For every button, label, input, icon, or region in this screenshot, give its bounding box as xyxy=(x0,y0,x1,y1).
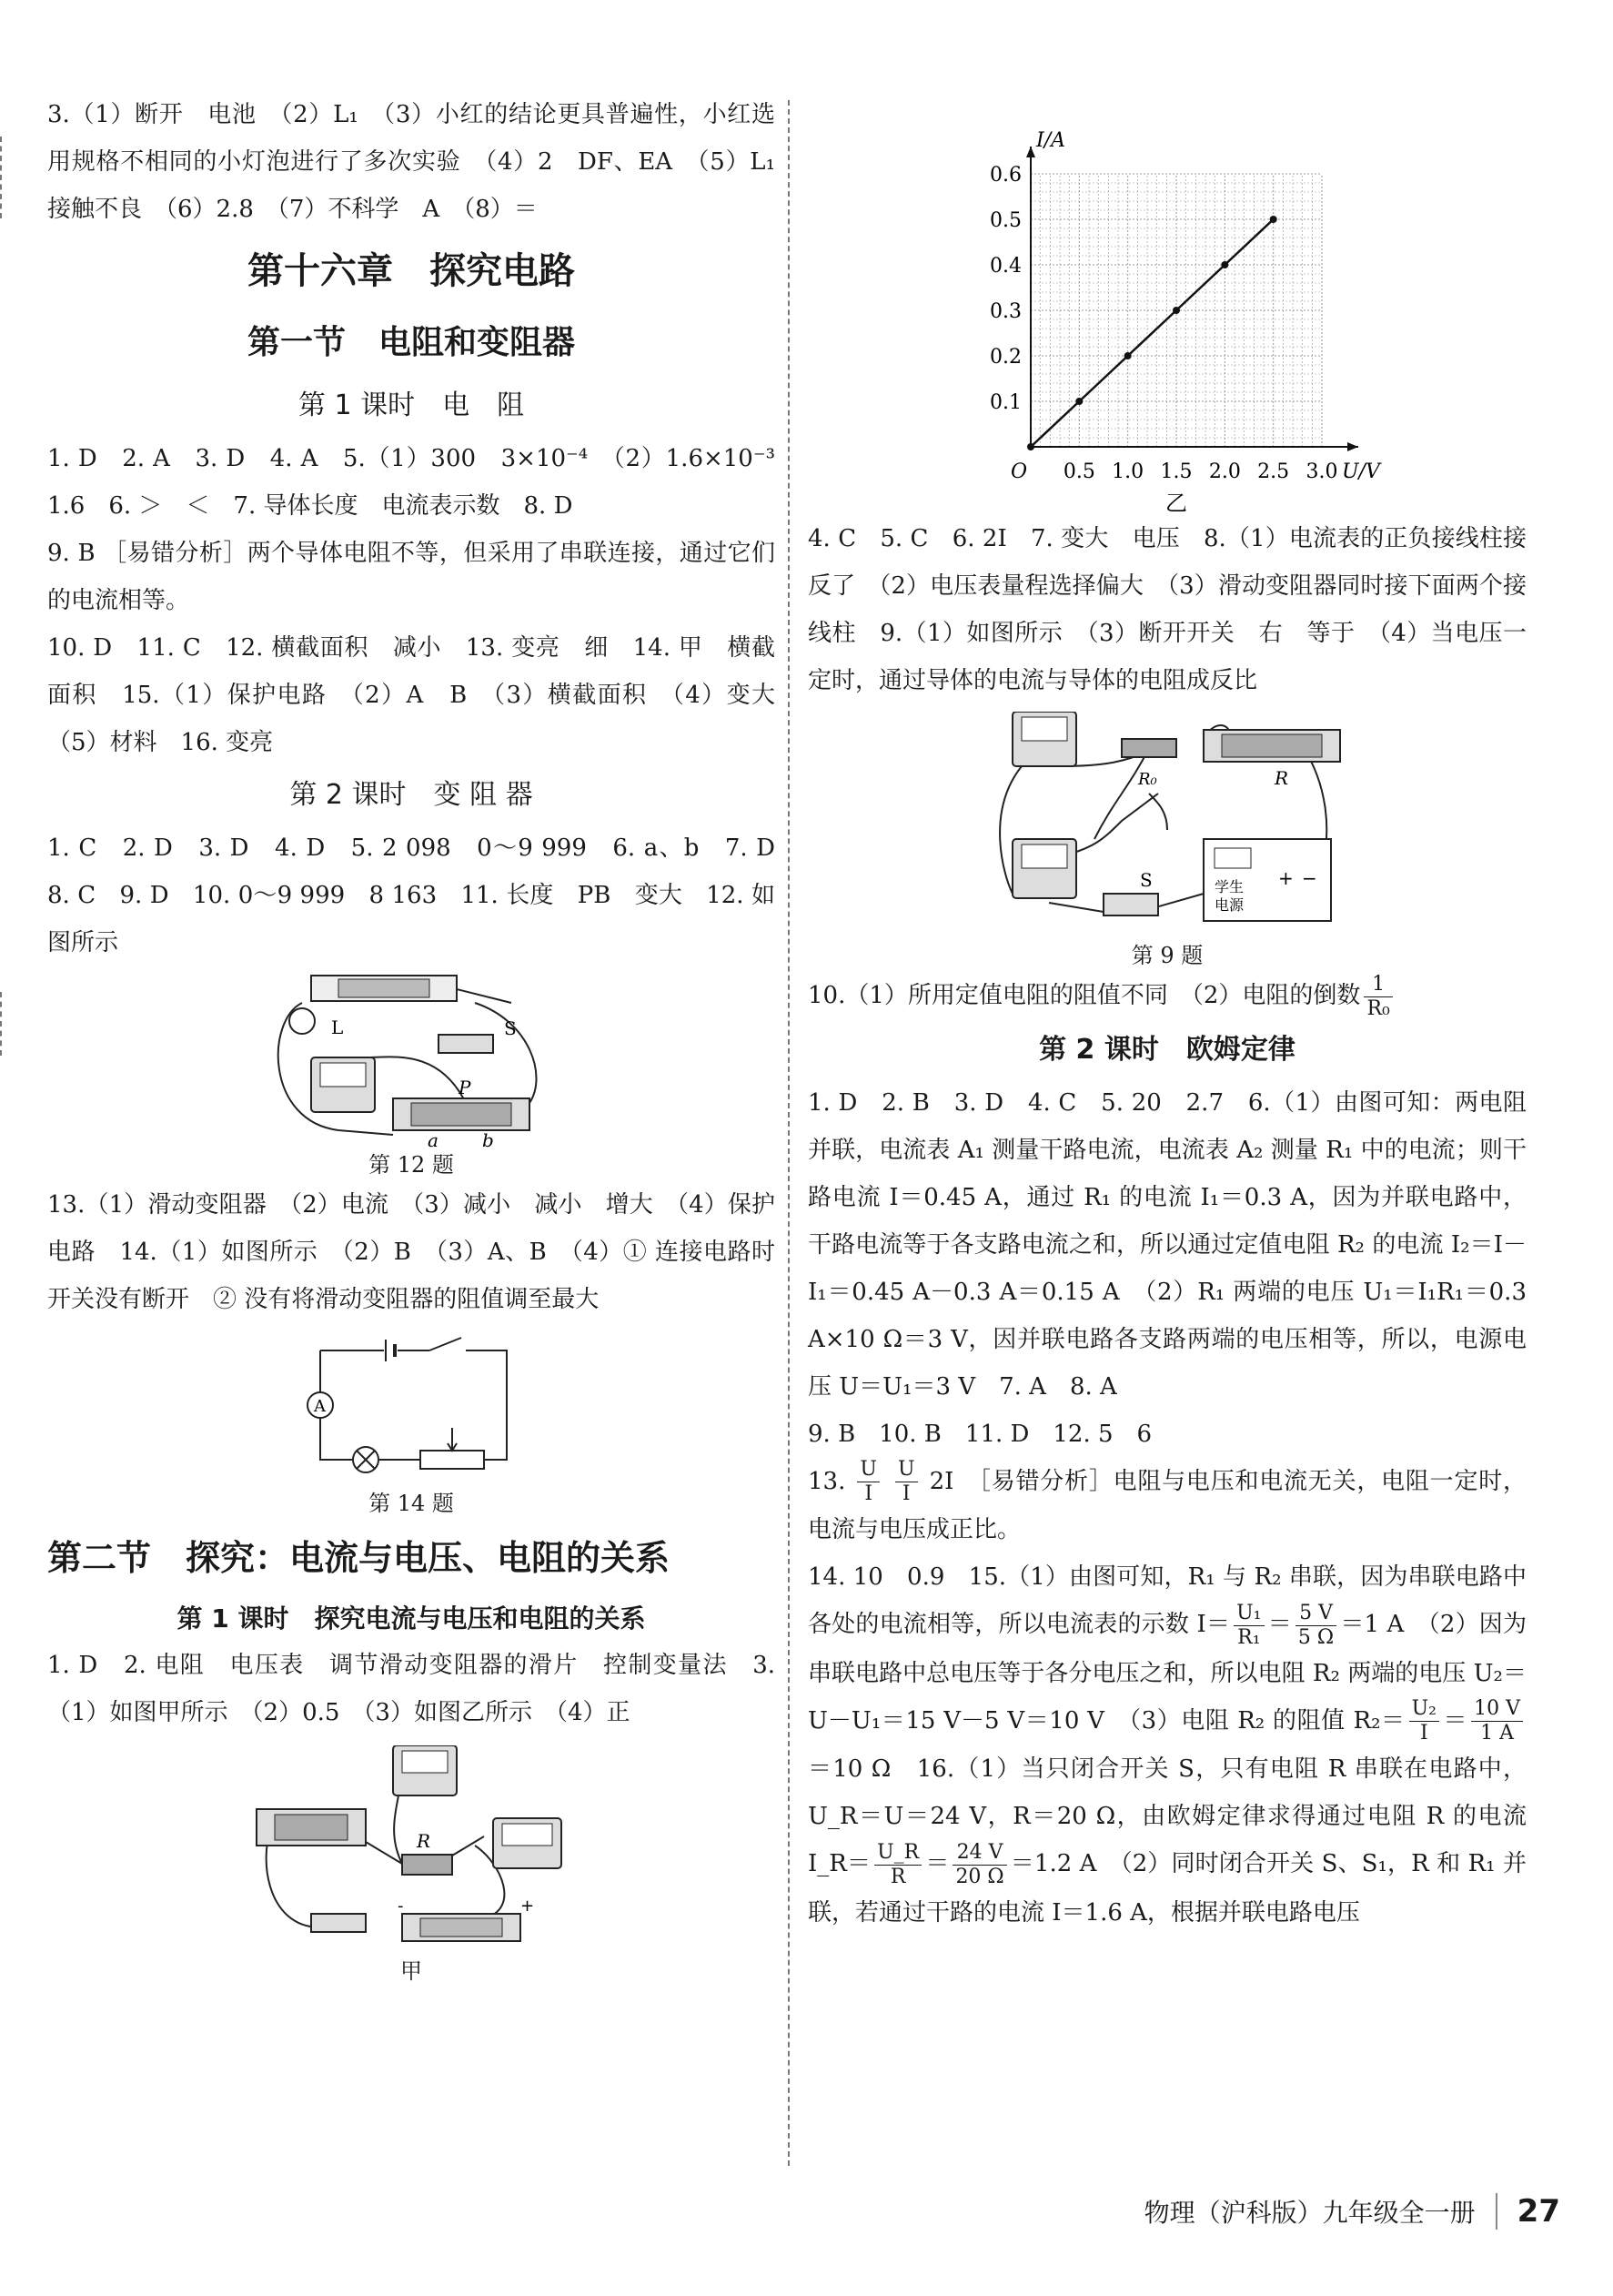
numerator: 5 V xyxy=(1295,1602,1336,1626)
answer-paragraph: 13.（1）滑动变阻器 （2）电流 （3）减小 减小 增大 （4）保护电路 14.（1）如图所示 （2）B （3）A、B （4）① 连接电路时开关没有断开 ② 没有将滑动变阻器的阻值调至最大 xyxy=(47,1191,775,1313)
origin-label: O xyxy=(1011,460,1028,483)
answer-text: ＝10 Ω 16.（1）当只闭合开关 S，只有电阻 R 串联在电路中，U_R＝U＝24 V，R＝20 Ω，由欧姆定律求得通过电阻 R 的电流 I_R＝ xyxy=(808,1755,1527,1877)
battery-terminal: - xyxy=(398,1896,404,1916)
denominator: I xyxy=(902,1482,911,1505)
answer-text: ＝1.2 A （2）同时闭合开关 S、S₁，R 和 R₁ 并联，若通过干路的电流 I＝1.6 A，根据并联电路电压 xyxy=(808,1850,1527,1927)
lesson-title: 第 1 课时 电 阻 xyxy=(297,389,525,421)
x-tick-label: 1.0 xyxy=(1112,460,1144,483)
x-axis-arrow-icon xyxy=(1347,442,1358,451)
data-point xyxy=(1075,398,1083,405)
lesson-title: 第 2 课时 欧姆定律 xyxy=(1039,1033,1295,1066)
fraction xyxy=(1295,1602,1336,1650)
fig9-label: R xyxy=(1275,767,1289,789)
y-tick-label: 0.2 xyxy=(990,346,1022,369)
figure-12-circuit xyxy=(257,966,566,1148)
fig12-label: S xyxy=(504,1017,517,1039)
answer-paragraph xyxy=(808,972,1527,1021)
answer-text: ＝1 A （2）因为串联电路中总电压等于各分电压之和，所以电阻 R₂ 两端的电压 U₂＝U－U₁＝15 V－5 V＝10 V （3）电阻 R₂ 的阻值 R₂＝ xyxy=(808,1611,1527,1735)
figure-caption: 第 9 题 xyxy=(1131,943,1204,968)
denominator: 20 Ω xyxy=(955,1865,1004,1888)
data-line xyxy=(1031,219,1274,447)
denominator: R₀ xyxy=(1366,996,1390,1020)
fraction xyxy=(953,1841,1006,1889)
chart-sublabel: 乙 xyxy=(1165,491,1187,515)
y-tick-label: 0.6 xyxy=(990,164,1022,187)
numerator: U₂ xyxy=(1409,1697,1439,1722)
answer-text: 13. xyxy=(808,1467,846,1495)
answer-text: 2I ［易错分析］电阻与电压和电流无关，电阻一定时，电流与电压成正比。 xyxy=(808,1467,1527,1543)
fraction xyxy=(857,1458,880,1506)
denominator: R₁ xyxy=(1237,1625,1261,1649)
section-title: 第二节 探究：电流与电压、电阻的关系 xyxy=(47,1538,670,1578)
fraction xyxy=(895,1458,918,1506)
fig9-label: 学生 xyxy=(1215,878,1245,895)
page-number: 27 xyxy=(1496,2193,1560,2230)
data-point xyxy=(1124,352,1132,359)
y-axis-arrow-icon xyxy=(1026,147,1035,157)
fig9-label: 电源 xyxy=(1215,896,1245,914)
denominator: I xyxy=(864,1482,873,1505)
fig9-label: S xyxy=(1140,869,1153,891)
x-tick-label: 3.0 xyxy=(1306,460,1338,483)
denominator: 5 Ω xyxy=(1297,1625,1335,1649)
data-point xyxy=(1270,216,1277,223)
lesson-title: 第 2 课时 变 阻 器 xyxy=(289,779,533,811)
column-divider xyxy=(788,100,790,2166)
y-tick-label: 0.3 xyxy=(990,300,1022,323)
resistor-label: R xyxy=(417,1830,431,1852)
fig12-label: L xyxy=(331,1017,344,1038)
fraction xyxy=(1471,1697,1523,1745)
numerator: U₁ xyxy=(1234,1602,1264,1626)
y-axis-label: I/A xyxy=(1036,129,1065,152)
answer-paragraph: 9. B ［易错分析］两个导体电阻不等，但采用了串联连接，通过它们的电流相等。 xyxy=(47,540,775,614)
denominator: R xyxy=(890,1865,906,1888)
left-column xyxy=(47,91,800,1988)
chapter-title: 第十六章 探究电路 xyxy=(247,250,575,292)
fig12-label: a xyxy=(428,1129,439,1148)
figure-jia-circuit xyxy=(247,1745,575,1955)
answer-text: 14. 10 0.9 15.（1）由图可知，R₁ 与 R₂ 串联，因为串联电路中各处的电流相等，所以电流表的示数 I＝ xyxy=(808,1563,1527,1638)
answer-paragraph: 1. D 2. 电阻 电压表 调节滑动变阻器的滑片 控制变量法 3.（1）如图甲所示 （2）0.5 （3）如图乙所示 （4）正 xyxy=(47,1652,775,1726)
answer-paragraph: 4. C 5. C 6. 2I 7. 变大 电压 8.（1）电流表的正负接线柱接反了 （2）电压表量程选择偏大 （3）滑动变阻器同时接下面两个接线柱 9.（1）如图所示 （3）断开开关 右 等于 （4）当电压一定时，通过导体的电流与导体的电阻成反比 xyxy=(808,525,1527,694)
y-tick-label: 0.5 xyxy=(990,209,1022,232)
figure-3-chart xyxy=(931,87,1404,515)
answer-text: ＝ xyxy=(925,1850,950,1877)
y-tick-label: 0.4 xyxy=(990,255,1022,278)
data-point xyxy=(1173,307,1180,314)
margin-mark xyxy=(0,992,2,1056)
answer-text: 10.（1）所用定值电阻的阻值不同 （2）电阻的倒数 xyxy=(808,982,1361,1009)
figure-caption: 甲 xyxy=(400,1958,422,1984)
numerator: U xyxy=(857,1458,880,1482)
fig9-label: R₀ xyxy=(1138,770,1157,789)
figure-caption: 第 14 题 xyxy=(368,1491,454,1516)
answer-paragraph: 9. B 10. B 11. D 12. 5 6 xyxy=(808,1420,1153,1448)
numerator: 10 V xyxy=(1471,1697,1523,1722)
y-tick-label: 0.1 xyxy=(990,391,1022,414)
answer-paragraph: 1. D 2. A 3. D 4. A 5.（1）300 3×10⁻⁴ （2）1.6×10⁻³ 1.6 6. ＞ ＜ 7. 导体长度 电流表示数 8. D xyxy=(47,445,800,520)
data-point xyxy=(1221,261,1228,268)
answer-text: ＝ xyxy=(1443,1706,1468,1735)
numerator: U xyxy=(895,1458,918,1482)
figure-9-circuit xyxy=(985,712,1349,939)
right-column xyxy=(808,87,1527,1937)
ammeter-label: A xyxy=(314,1397,326,1416)
denominator: I xyxy=(1419,1722,1428,1745)
fraction xyxy=(874,1841,922,1889)
fraction xyxy=(1409,1697,1439,1745)
fig12-label: P xyxy=(459,1077,471,1098)
page-footer xyxy=(1144,2193,1560,2230)
bulb-icon xyxy=(289,1008,315,1034)
fig12-label: b xyxy=(482,1129,494,1148)
answer-paragraph: 10. D 11. C 12. 横截面积 减小 13. 变亮 细 14. 甲 横截面积 15.（1）保护电路 （2）A B （3）横截面积 （4）变大 （5）材料 16. 变亮 xyxy=(47,634,800,756)
battery-terminal: + xyxy=(520,1896,535,1916)
fig9-label: − xyxy=(1302,867,1317,889)
figure-14-circuit xyxy=(284,1332,539,1487)
x-tick-label: 2.0 xyxy=(1208,460,1241,483)
numerator: 24 V xyxy=(953,1841,1006,1866)
answer-paragraph: 1. D 2. B 3. D 4. C 5. 20 2.7 6.（1）由图可知：两电阻并联，电流表 A₁ 测量干路电流，电流表 A₂ 测量 R₁ 中的电流；则干路电流 I＝0.45 A，通过 R₁ 的电流 I₁＝0.3 A，因为并联电路中，干路电流等于各支路电流之和，所以通过定值电阻 R₂ 的电流 I₂＝I－I₁＝0.45 A－0.3 A＝0.15 A （2）R₁ 两端的电压 U₁＝I₁R₁＝0.3 A×10 Ω＝3 V，因并联电路各支路两端的电压相等，所以，电源电压 U＝U₁＝3 V 7. A 8. A xyxy=(808,1088,1527,1401)
fraction xyxy=(1234,1602,1264,1650)
answer-paragraph: 1. C 2. D 3. D 4. D 5. 2 098 0～9 999 6. a、b 7. D 8. C 9. D 10. 0～9 999 8 163 11. 长度 PB 变大 12. 如图所示 xyxy=(47,834,800,956)
figure-caption: 第 12 题 xyxy=(368,1152,454,1178)
section-title: 第一节 电阻和变阻器 xyxy=(247,324,575,361)
answer-paragraph xyxy=(808,1553,1527,1937)
answer-text: ＝ xyxy=(1267,1611,1292,1638)
denominator: 1 A xyxy=(1480,1722,1514,1745)
x-axis-label: U/V xyxy=(1342,460,1380,483)
numerator: 1 xyxy=(1364,973,1392,997)
fig9-label: + xyxy=(1278,867,1294,889)
x-tick-label: 0.5 xyxy=(1063,460,1095,483)
numerator: U_R xyxy=(874,1841,922,1866)
answer-paragraph xyxy=(808,1458,1527,1554)
margin-mark xyxy=(0,137,2,218)
x-tick-label: 2.5 xyxy=(1257,460,1290,483)
book-title: 物理（沪科版）九年级全一册 xyxy=(1144,2198,1476,2228)
data-point xyxy=(1027,443,1034,450)
x-tick-label: 1.5 xyxy=(1160,460,1193,483)
answer-paragraph: 3.（1）断开 电池 （2）L₁ （3）小红的结论更具普遍性，小红选用规格不相同的小灯泡进行了多次实验 （4）2 DF、EA （5）L₁ 接触不良 （6）2.8 （7）不科学 A （8）＝ xyxy=(47,101,775,223)
fraction xyxy=(1364,973,1392,1021)
lesson-title: 第 1 课时 探究电流与电压和电阻的关系 xyxy=(176,1603,646,1633)
